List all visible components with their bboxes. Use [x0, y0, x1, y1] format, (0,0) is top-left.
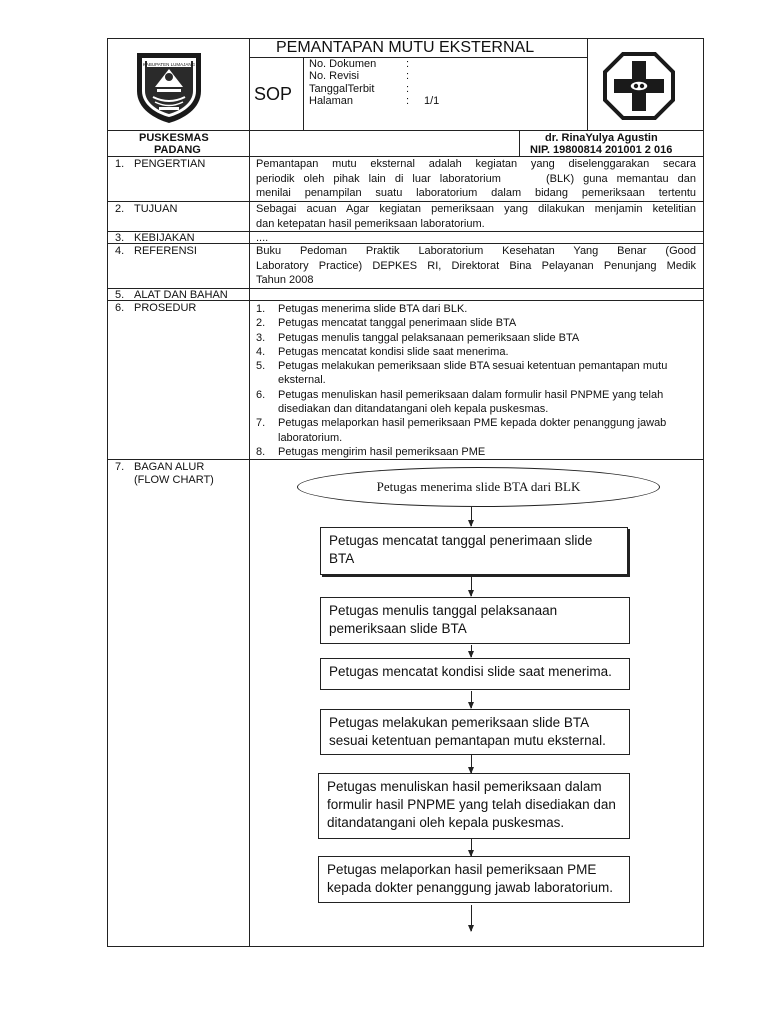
tujuan-text — [256, 202, 696, 231]
prosedur-step — [256, 388, 698, 417]
flow-arrow-3 — [471, 645, 472, 657]
prosedur-step-text: Petugas menuliskan hasil pemeriksaan dalam formulir hasil PNPME yang telah disediakan dan ditandatangani oleh kepala puskesmas. — [278, 388, 664, 416]
section-7-label-line1: BAGAN ALUR — [134, 461, 205, 473]
flow-box-2 — [320, 597, 630, 644]
section-3-label: KEBIJAKAN — [134, 232, 195, 244]
prosedur-step-text: Petugas menulis tanggal pelaksanaan pemeriksaan slide BTA — [278, 331, 580, 344]
flow-box-4-text: Petugas melakukan pemeriksaan slide BTA sesuai ketentuan pemantapan mutu eksternal. — [329, 715, 606, 748]
puskesmas-logo — [603, 52, 675, 120]
flow-box-1 — [320, 527, 628, 575]
prosedur-step-number: 3. — [256, 331, 266, 344]
flow-arrow-4 — [471, 691, 472, 708]
prosedur-step — [256, 302, 698, 316]
puskesmas-logo-icon — [603, 52, 675, 120]
sop-label: SOP — [254, 84, 293, 104]
prosedur-step-number: 1. — [256, 303, 266, 315]
title-underline — [249, 57, 587, 58]
prosedur-step-text: Petugas mencatat kondisi slide saat menerima. — [278, 345, 509, 358]
prosedur-step-text: Petugas melakukan pemeriksaan slide BTA sesuai ketentuan pemantapan mutu eksternal. — [278, 360, 668, 387]
flow-box-3 — [320, 658, 630, 690]
meta-label-halaman: Halaman — [309, 95, 354, 107]
prosedur-step-number: 7. — [256, 417, 266, 430]
flow-start-text: Petugas menerima slide BTA dari BLK — [376, 479, 581, 494]
meta-sep-halaman: : — [406, 95, 410, 107]
kebijakan-text: .... — [256, 232, 269, 244]
section-7-label-line2: (FLOW CHART) — [134, 474, 214, 486]
referensi-text — [256, 244, 696, 288]
section-6-number: 6. — [115, 302, 125, 314]
flow-box-3-text: Petugas mencatat kondisi slide saat menerima. — [329, 664, 612, 679]
section-2-label: TUJUAN — [134, 203, 178, 215]
section-6-label: PROSEDUR — [134, 302, 197, 314]
pengertian-line-2: periodik oleh pihak lain di luar laboratorium (BLK) guna memantau dan — [256, 172, 696, 185]
flow-box-2-text: Petugas menulis tanggal pelaksanaan pemeriksaan slide BTA — [329, 603, 558, 636]
pengertian-text — [256, 157, 696, 201]
flow-box-6-text: Petugas melaporkan hasil pemeriksaan PME kepada dokter penanggung jawab laboratorium. — [327, 862, 613, 895]
flow-box-6 — [318, 856, 630, 903]
referensi-line-2: Laboratory Practice) DEPKES RI, Direktorat Bina Pelayanan Penunjang Medik — [256, 259, 696, 272]
prosedur-step-number: 8. — [256, 445, 266, 458]
prosedur-list — [256, 302, 698, 459]
section-1-number: 1. — [115, 158, 125, 170]
prosedur-step-text: Petugas mengirim hasil pemeriksaan PME — [278, 445, 486, 458]
regency-crest-logo — [133, 47, 205, 125]
referensi-line-1: Buku Pedoman Praktik Laboratorium Kesehatan Yang Benar (Good — [256, 245, 696, 257]
section-5-number: 5. — [115, 289, 125, 301]
flow-box-1-text: Petugas mencatat tanggal penerimaan slide BTA — [329, 533, 593, 566]
org-name-line1: PUSKESMAS — [139, 132, 209, 144]
org-name-line2: PADANG — [154, 144, 201, 156]
pengertian-line-1: Pemantapan mutu eksternal adalah kegiatan yang diselenggarakan secara — [256, 158, 696, 170]
prosedur-step-number: 5. — [256, 360, 266, 373]
prosedur-step — [256, 416, 698, 445]
prosedur-step-text: Petugas melaporkan hasil pemeriksaan PME kepada dokter penanggung jawab laboratorium. — [278, 417, 667, 444]
signer-name: dr. RinaYulya Agustin — [545, 132, 658, 144]
flow-arrow-2 — [471, 577, 472, 596]
crest-text: KABUPATEN LUMAJANG — [142, 62, 196, 67]
prosedur-step — [256, 345, 698, 359]
signer-divider — [519, 130, 520, 156]
meta-label-no-dokumen: No. Dokumen — [309, 58, 377, 70]
tujuan-line-1: Sebagai acuan Agar kegiatan pemeriksaan yang dilakukan menjamin ketelitian — [256, 203, 696, 215]
document-title: PEMANTAPAN MUTU EKSTERNAL — [276, 39, 535, 56]
section-1-label: PENGERTIAN — [134, 158, 206, 170]
section-4-label: REFERENSI — [134, 245, 197, 257]
referensi-line-3: Tahun 2008 — [256, 274, 314, 286]
signer-nip: NIP. 19800814 201001 2 016 — [530, 144, 673, 156]
pengertian-line-3: menilai penampilan suatu laboratorium dalam bidang pemeriksaan tertentu — [256, 187, 696, 199]
meta-label-no-revisi: No. Revisi — [309, 70, 360, 82]
prosedur-step-text: Petugas mencatat tanggal penerimaan slide BTA — [278, 317, 517, 330]
header-divider-right — [587, 38, 588, 130]
flow-box-5 — [318, 773, 630, 839]
tujuan-line-2: dan ketepatan hasil pemeriksaan laboratorium. — [256, 217, 485, 230]
section-3-number: 3. — [115, 232, 125, 244]
meta-sep-no-dokumen: : — [406, 58, 410, 70]
meta-value-halaman: 1/1 — [424, 95, 440, 107]
regency-crest-icon — [133, 47, 205, 125]
flow-arrow-7 — [471, 905, 472, 931]
section-4-number: 4. — [115, 245, 125, 257]
meta-sep-no-revisi: : — [406, 70, 410, 82]
prosedur-step — [256, 331, 698, 345]
flow-box-5-text: Petugas menuliskan hasil pemeriksaan dalam formulir hasil PNPME yang telah disediakan dan ditandatangani oleh kepala puskesmas. — [327, 779, 616, 830]
sop-divider — [303, 57, 304, 130]
prosedur-step — [256, 316, 698, 330]
flow-arrow-6 — [471, 839, 472, 856]
meta-sep-tanggal-terbit: : — [406, 83, 410, 95]
prosedur-step-number: 6. — [256, 388, 266, 401]
flow-start-ellipse — [297, 467, 660, 507]
prosedur-step-text: Petugas menerima slide BTA dari BLK. — [278, 303, 468, 315]
flow-arrow-5 — [471, 755, 472, 773]
prosedur-step — [256, 445, 698, 459]
prosedur-step-number: 2. — [256, 317, 266, 330]
section-2-number: 2. — [115, 203, 125, 215]
flow-arrow-1 — [471, 507, 472, 526]
section-label-divider — [249, 156, 250, 947]
section-7-number: 7. — [115, 461, 125, 473]
meta-label-tanggal-terbit: TanggalTerbit — [309, 83, 375, 95]
flow-box-4 — [320, 709, 630, 755]
prosedur-step — [256, 359, 698, 388]
section-5-label: ALAT DAN BAHAN — [134, 289, 228, 301]
header-divider-left — [249, 38, 250, 156]
prosedur-step-number: 4. — [256, 345, 266, 358]
row-line-2 — [107, 231, 704, 232]
